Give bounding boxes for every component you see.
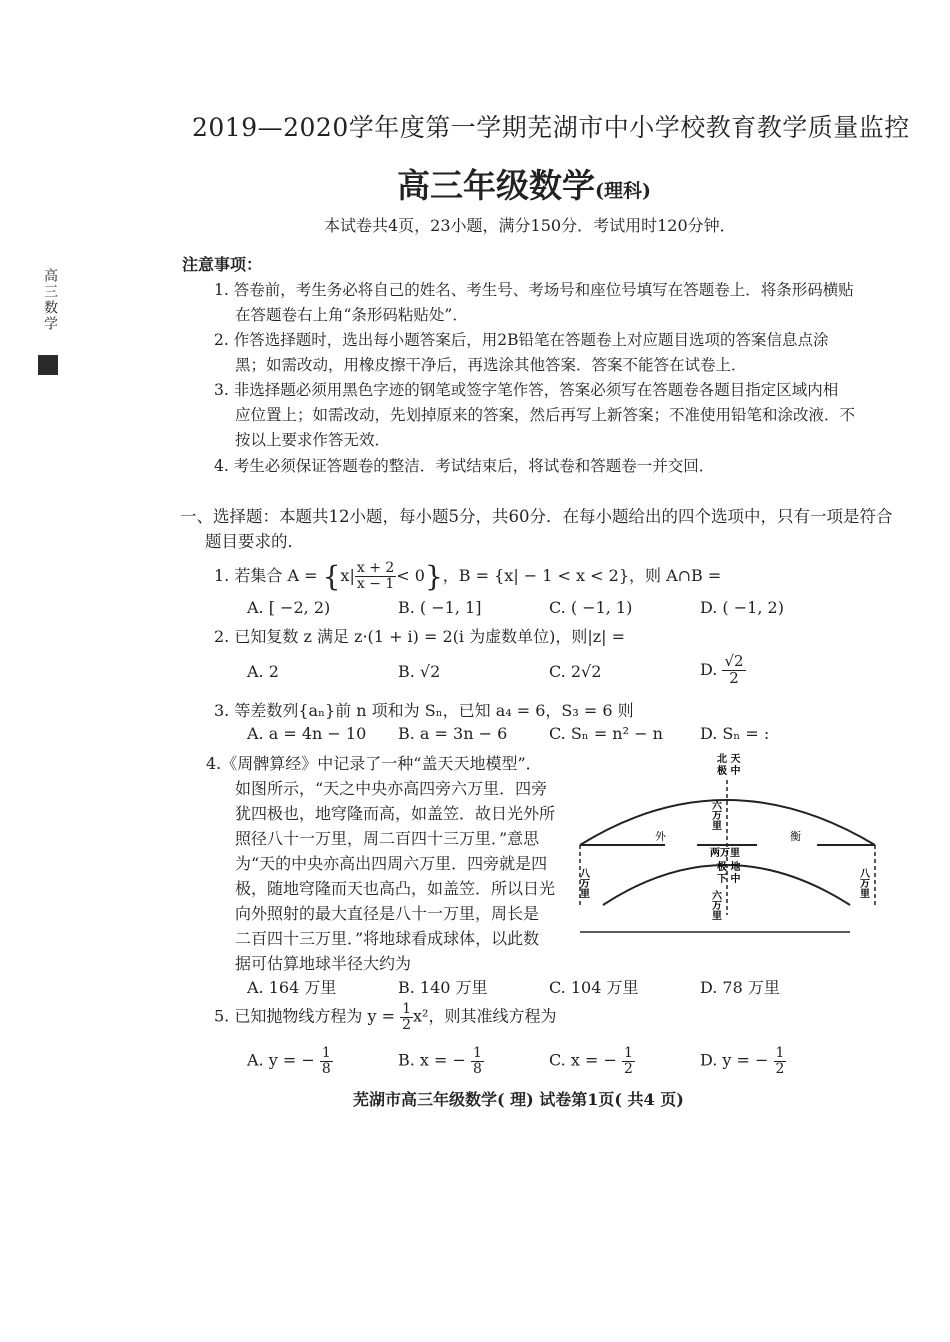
q4-option-c: C. 104 万里 xyxy=(549,978,639,997)
notice-item: 4. 考生必须保证答题卷的整洁．考试结束后，将试卷和答题卷一并交回． xyxy=(214,457,715,475)
q1-option-d: D. ( −1, 2) xyxy=(700,598,784,617)
notice-item: 应位置上；如需改动，先划掉原来的答案，然后再写上新答案；不准使用铅笔和涂改液．不 xyxy=(235,406,856,424)
section-heading-cont: 题目要求的． xyxy=(205,532,304,551)
question-5-stem: 5. 已知抛物线方程为 y = $\frac{1}{2}$ x²，则其准线方程为 xyxy=(214,1001,557,1033)
notice-item: 在答题卷右上角“条形码粘贴处”． xyxy=(235,306,468,324)
label-mid-six: 六万里 xyxy=(709,800,721,830)
subject-title-sub: (理科) xyxy=(595,180,651,202)
q4-option-a: A. 164 万里 xyxy=(247,978,337,997)
question-4-line: 4.《周髀算经》中记录了一种“盖天天地模型”． xyxy=(206,754,542,773)
label-right-side: 八万里 xyxy=(857,868,869,898)
exam-title-line: 2019—2020学年度第一学期芜湖市中小学校教育教学质量监控 xyxy=(192,113,910,142)
label-lower-2: 下 中 xyxy=(717,874,741,885)
label-lower-3: 六万里 xyxy=(709,890,721,920)
q2-option-a: A. 2 xyxy=(247,662,279,681)
q3-option-c: C. Sₙ = n² − n xyxy=(549,724,663,743)
exam-intro: 本试卷共4页，23小题，满分150分．考试用时120分钟． xyxy=(324,216,736,235)
side-subject-label: 高三数学 xyxy=(42,268,58,332)
label-top-2: 极 中 xyxy=(717,766,741,777)
q2-option-c: C. 2√2 xyxy=(549,662,602,681)
q1-option-a: A. [ −2, 2) xyxy=(247,598,331,617)
label-outer-right: 衡 xyxy=(790,830,801,843)
question-4-line: 犹四极也，地穹隆而高，如盖笠．故日光外所 xyxy=(235,804,556,823)
label-left-side: 八万里 xyxy=(577,868,589,898)
notice-item: 1. 答卷前，考生务必将自己的姓名、考生号、考场号和座位号填写在答题卷上．将条形码横贴 xyxy=(214,281,854,299)
gaitian-model-diagram xyxy=(575,750,885,940)
q5-option-b: B. x = − $\frac{1}{8}$ xyxy=(398,1045,482,1077)
q1-fraction: $\frac{x + 2}{x - 1}$ xyxy=(356,560,395,592)
q1-option-c: C. ( −1, 1) xyxy=(549,598,633,617)
question-4-line: 照径八十一万里，周二百四十三万里．”意思 xyxy=(235,829,540,848)
question-4-line: 向外照射的最大直径是八十一万里，周长是 xyxy=(235,904,540,923)
question-4-line: 为“天的中央亦高出四周六万里．四旁就是四 xyxy=(235,854,548,873)
notice-heading: 注意事项： xyxy=(182,255,263,274)
question-1-stem: 1. 若集合 A = {x| $\frac{x + 2}{x - 1}$ < 0}，B = {x| − 1 < x < 2}，则 A∩B = xyxy=(214,560,722,593)
question-4-line: 据可估算地球半径大约为 xyxy=(235,954,412,973)
q4-option-b: B. 140 万里 xyxy=(398,978,488,997)
label-two-wan: 两万里 xyxy=(710,848,740,859)
q2-option-b: B. √2 xyxy=(398,662,441,681)
notice-item: 黑；如需改动，用橡皮擦干净后，再选涂其他答案．答案不能答在试卷上． xyxy=(235,356,747,374)
q4-option-d: D. 78 万里 xyxy=(700,978,780,997)
notice-item: 3. 非选择题必须用黑色字迹的钢笔或签字笔作答，答案必须写在答题卷各题目指定区域内相 xyxy=(214,381,839,399)
question-2-stem: 2. 已知复数 z 满足 z·(1 + i) = 2(i 为虚数单位)，则|z| = xyxy=(214,627,626,646)
side-marker-block xyxy=(38,355,58,375)
notice-item: 按以上要求作答无效． xyxy=(235,431,391,449)
q5-option-c: C. x = − $\frac{1}{2}$ xyxy=(549,1045,633,1077)
notice-item: 2. 作答选择题时，选出每小题答案后，用2B铅笔在答题卷上对应题目选项的答案信息点涂 xyxy=(214,331,829,349)
q5-option-d: D. y = − $\frac{1}{2}$ xyxy=(700,1045,785,1077)
q2-option-d: D. $\frac{√2}{2}$ xyxy=(700,652,744,687)
q5-option-a: A. y = − $\frac{1}{8}$ xyxy=(247,1045,331,1077)
label-lower-1: 极 地 xyxy=(717,862,741,873)
q3-option-b: B. a = 3n − 6 xyxy=(398,724,508,743)
question-4-line: 如图所示，“天之中央亦高四旁六万里．四旁 xyxy=(235,779,548,798)
section-heading: 一、选择题：本题共12小题，每小题5分，共60分．在每小题给出的四个选项中，只有一项是符合 xyxy=(180,507,893,526)
subject-title-main: 高三年级数学 xyxy=(397,166,595,205)
question-4-line: 极，随地穹隆而天也高凸，如盖笠．所以日光 xyxy=(235,879,556,898)
exam-subject-title xyxy=(397,160,651,207)
q1-option-b: B. ( −1, 1] xyxy=(398,598,482,617)
q3-option-a: A. a = 4n − 10 xyxy=(247,724,367,743)
page-footer: 芜湖市高三年级数学( 理) 试卷第1页( 共4 页) xyxy=(353,1090,684,1109)
label-outer-left: 外 xyxy=(655,830,666,843)
label-top-1: 北 天 xyxy=(717,754,741,765)
q3-option-d: D. Sₙ = : xyxy=(700,724,770,743)
question-4-line: 二百四十三万里．”将地球看成球体，以此数 xyxy=(235,929,540,948)
question-3-stem: 3. 等差数列{aₙ}前 n 项和为 Sₙ，已知 a₄ = 6，S₃ = 6 则 xyxy=(214,701,634,720)
